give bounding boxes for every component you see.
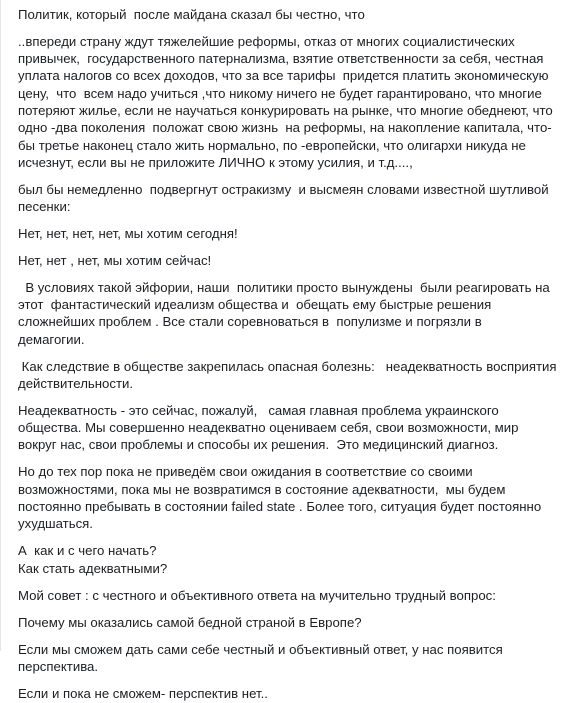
post-text-line: Как стать адекватными? xyxy=(18,561,168,577)
post-paragraph xyxy=(18,6,572,23)
post-paragraph xyxy=(18,279,572,348)
post-text-line: демагогии. xyxy=(18,331,85,347)
post-text-line: одно -два поколения положат свою жизнь на реформы, на накопление капитала, что- xyxy=(18,120,552,136)
post-text-line: сложнейших проблем . Все стали соревноваться в популизме и погрязли в xyxy=(18,314,482,330)
post-text-line: песенки: xyxy=(18,199,71,215)
post-text-line: В условиях такой эйфории, наши политики просто вынуждены были реагировать на xyxy=(18,279,550,295)
post-paragraph xyxy=(18,181,572,216)
post-text-line: ухудшаться. xyxy=(18,516,93,532)
post-text-line: ..впереди страну ждут тяжелейшие реформы, отказ от многих социалистических xyxy=(18,33,515,49)
post-text-line: возможностями, пока мы не возвратимся в состояние адекватности, мы будем xyxy=(18,481,506,497)
post-text-line: перспектива. xyxy=(18,659,99,675)
post-text-line: Если мы сможем дать сами себе честный и объективный ответ, у нас появится xyxy=(18,642,503,658)
post-paragraph xyxy=(18,587,572,604)
post-paragraph xyxy=(18,614,572,631)
post-paragraph xyxy=(18,685,572,702)
post-text-line: Нет, нет, нет, нет, мы хотим сегодня! xyxy=(18,226,238,242)
post-text-line: действительности. xyxy=(18,375,134,391)
post-paragraph xyxy=(18,252,572,269)
post-paragraph xyxy=(18,33,572,171)
post-text-line: Но до тех пор пока не приведём свои ожидания в соответствие со своими xyxy=(18,464,473,480)
post-text-line: привычек, государственного патернализма, взятие ответственности за себя, честная xyxy=(18,51,544,67)
post-text-line: Неадекватность - это сейчас, пожалуй, самая главная проблема украинского xyxy=(18,402,499,418)
post-text-line: этот фантастический идеализм общества и обещать ему быстрые решения xyxy=(18,297,492,313)
post-text-line: Политик, который после майдана сказал бы честно, что xyxy=(18,7,365,22)
post-text-line: постоянно пребывать в состоянии failed state . Более того, ситуация будет постоянно xyxy=(18,498,542,514)
post-text-line: Мой совет : с честного и объективного ответа на мучительно трудный вопрос: xyxy=(18,588,496,604)
post-paragraph xyxy=(18,560,572,577)
post-paragraph xyxy=(18,542,572,559)
post-paragraph xyxy=(18,402,572,454)
post-paragraph xyxy=(18,358,572,393)
post-text-line: потеряют жилье, если не научаться конкурировать на рынке, что многие обеднеют, что xyxy=(18,103,553,119)
post-text-line: был бы немедленно подвергнут остракизму и высмеян словами известной шутливой xyxy=(18,181,549,197)
post-text-line: Если и пока не сможем- перспектив нет.. xyxy=(18,686,268,702)
post-text-line: общества. Мы совершенно неадекватно оцениваем себя, свои возможности, мир xyxy=(18,420,519,436)
post-text-line: исчезнут, если вы не приложите ЛИЧНО к этому усилия, и т.д...., xyxy=(18,154,413,170)
post-text-line: цену, что всем надо учиться ,что никому ничего не будет гарантировано, что многие xyxy=(18,85,542,101)
post-text-line: бы третье наконец стало жить нормально, по -европейски, что олигархи никуда не xyxy=(18,137,526,153)
post-text-line: Нет, нет , нет, мы хотим сейчас! xyxy=(18,252,212,268)
post-text-line: Как следствие в обществе закрепилась опасная болезнь: неадекватность восприятия xyxy=(18,358,557,374)
post-text-line: вокруг нас, свои проблемы и способы их решения. Это медицинский диагноз. xyxy=(18,437,499,453)
post-paragraph xyxy=(18,463,572,532)
post-text-line: Почему мы оказались самой бедной страной в Европе? xyxy=(18,615,362,631)
post-paragraph xyxy=(18,225,572,242)
post-text-line: А как и с чего начать? xyxy=(18,543,157,559)
post-text-line: уплата налогов со всех доходов, что за все тарифы придется платить экономическую xyxy=(18,68,549,84)
post-paragraph xyxy=(18,641,572,676)
